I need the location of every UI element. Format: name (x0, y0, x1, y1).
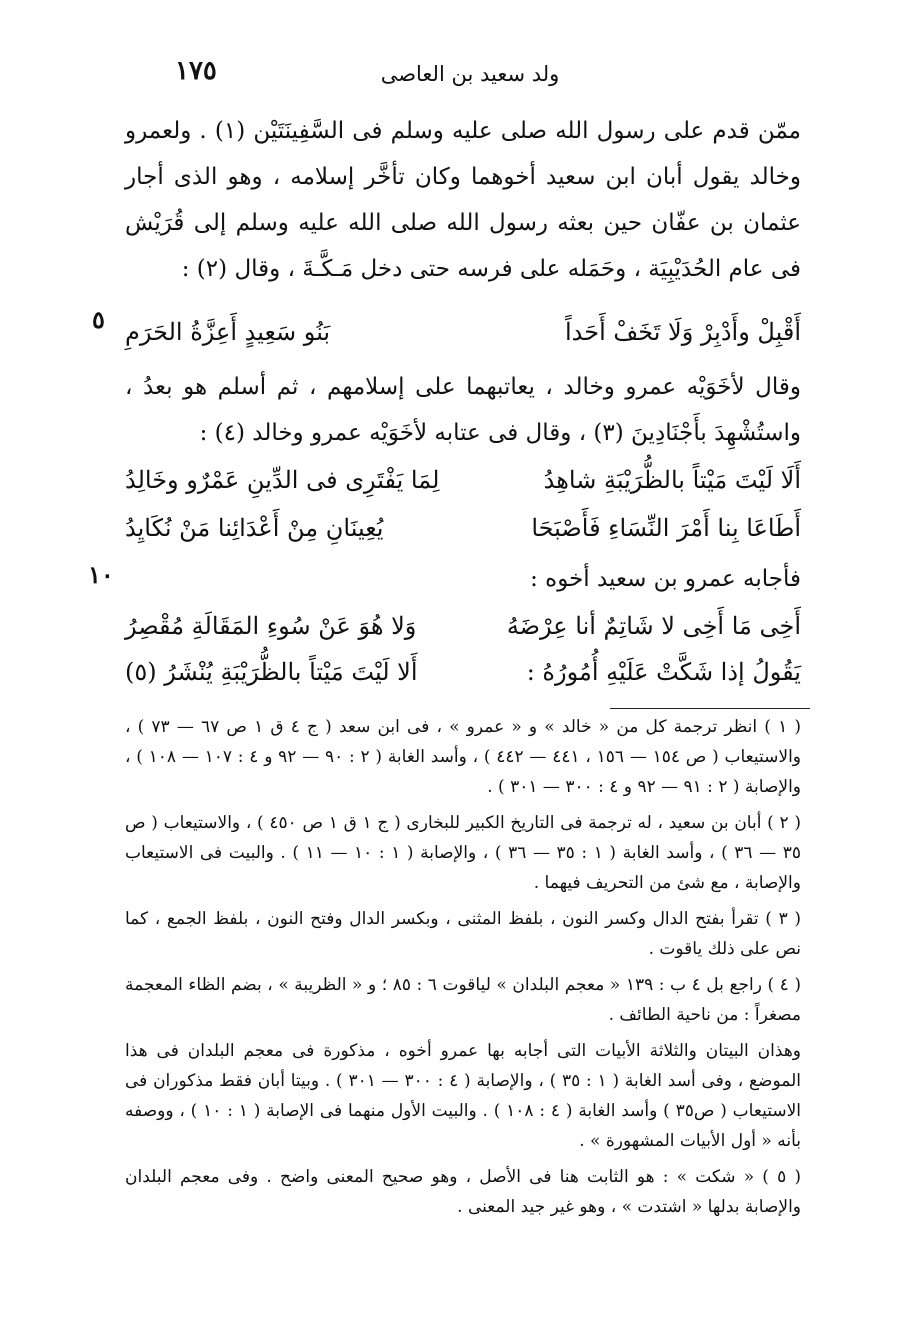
verse-left-hemistich: بَنُو سَعِيدٍ أَعِزَّةُ الحَرَمِ (125, 318, 331, 346)
verse-right-hemistich: أَخِى مَا أَخِى لا شَاتِمٌ أنا عِرْضَهُ (506, 612, 801, 640)
body-paragraph-2: وقال لأخَوَيْه عمرو وخالد ، يعاتبهما على إسلامهم ، ثم أسلم هو بعدُ ، واستُشْهِدَ بأَجْنَادِينَ (٣) ، وقال فى عتابه لأخَوَيْه عمرو وخالد (٤) : (125, 374, 801, 446)
verse-left-hemistich: أَلا لَيْتَ مَيْتاً بالظُّرَيْبَةِ يُنْشَرُ (٥) (125, 658, 418, 686)
verse-right-hemistich: أَلَا لَيْتَ مَيْتاً بالظُّرَيْبَةِ شاهِدُ (543, 466, 801, 494)
footnote-divider (610, 708, 810, 709)
footnote-1: ( ١ ) انظر ترجمة كل من « خالد » و « عمرو » ، فى ابن سعد ( ج ٤ ق ١ ص ٦٧ — ٧٣ ) ، والاستيعاب ( ص ١٥٤ — ١٥٦ ، ٤٤١ — ٤٤٢ ) ، وأسد الغابة ( ٢ : ٩٠ — ٩٢ و ٤ : ١٠٧ — ١٠٨ ) ، والإصابة ( ٢ : ٩١ — ٩٢ و ٤ : ٣٠٠ — ٣٠١ ) . (125, 717, 802, 797)
line-number-10: ١٠ (88, 560, 114, 589)
verse-line-2 (125, 458, 801, 502)
line-number-5: ٥ (92, 305, 105, 334)
body-paragraph-1: ممّن قدم على رسول الله صلى عليه وسلم فى السَّفِينَتَيْن (١) . ولعمرو وخالد يقول أبان ابن سعيد أخوهما وكان تأخَّر إسلامه ، وهو الذى أجار عثمان بن عفّان حين بعثه رسول الله صلى الله عليه وسلم إلى قُرَيْش فى عام الحُدَيْبِيَة ، وحَمَله على فرسه حتى دخل مَـكَّـةَ ، وقال (٢) : (125, 118, 801, 282)
verse-right-hemistich: أَطَاعَا بِنا أَمْرَ النِّسَاءِ فَأَصْبَحَا (531, 514, 801, 542)
body-paragraph-3: فأجابه عمرو بن سعيد أخوه : (530, 566, 801, 592)
footnote-4-continued: وهذان البيتان والثلاثة الأبيات التى أجابه بها عمرو أخوه ، مذكورة فى معجم البلدان فى هذا الموضع ، وفى أسد الغابة ( ١ : ٣٥ ) ، والإصابة ( ٤ : ٣٠٠ — ٣٠١ ) . وبيتا أبان فقط مذكوران فى الاستيعاب ( ص٣٥ ) وأسد الغابة ( ٤ : ١٠٨ ) . والبيت الأول منهما فى الإصابة ( ١ : ١٠ ) ، ووصفه بأنه « أول الأبيات المشهورة » . (125, 1041, 801, 1151)
footnote-3: ( ٣ ) تقرأ بفتح الدال وكسر النون ، بلفظ المثنى ، وبكسر الدال وفتح النون ، بلفظ الجمع ، كما نص على ذلك ياقوت . (125, 909, 802, 959)
verse-left-hemistich: وَلا هُوَ عَنْ سُوءِ المَقَالَةِ مُقْصِرُ (125, 612, 417, 640)
verse-left-hemistich: لِمَا يَفْتَرِى فى الدِّينِ عَمْرٌو وخَالِدُ (125, 466, 440, 494)
verse-right-hemistich: أَقْبِلْ وأَدْبِرْ وَلَا تَخَفْ أَحَداً (564, 318, 801, 346)
verse-line-4 (125, 604, 801, 648)
footnote-4: ( ٤ ) راجع بل ٤ ب : ١٣٩ « معجم البلدان » لياقوت ٦ : ٨٥ ؛ و « الظريبة » ، بضم الظاء المعجمة مصغراً : من ناحية الطائف . (125, 975, 801, 1025)
footnote-5: ( ٥ ) « شكت » : هو الثابت هنا فى الأصل ، وهو صحيح المعنى واضح . وفى معجم البلدان والإصابة بدلها « اشتدت » ، وهو غير جيد المعنى . (125, 1167, 801, 1217)
verse-left-hemistich: يُعِينَانِ مِنْ أَعْدَائِنا مَنْ نُكَايِدُ (125, 514, 384, 542)
verse-line-3 (125, 506, 801, 550)
page-number: ١٧٥ (175, 56, 217, 86)
verse-line-1 (125, 310, 801, 354)
verse-right-hemistich: يَقُولُ إذا شَكَّتْ عَلَيْهِ أُمُورُهُ : (526, 658, 801, 686)
running-title: ولد سعيد بن العاصى (380, 62, 560, 86)
page-header (150, 56, 790, 96)
footnotes (125, 712, 801, 1228)
footnote-2: ( ٢ ) أبان بن سعيد ، له ترجمة فى التاريخ الكبير للبخارى ( ج ١ ق ١ ص ٤٥٠ ) ، والاستيعاب ( ص ٣٥ — ٣٦ ) ، وأسد الغابة ( ١ : ٣٥ — ٣٦ ) ، والإصابة ( ١ : ١٠ — ١١ ) . والبيت فى الاستيعاب والإصابة ، مع شئ من التحريف فيهما . (125, 813, 802, 893)
verse-line-5 (125, 650, 801, 694)
